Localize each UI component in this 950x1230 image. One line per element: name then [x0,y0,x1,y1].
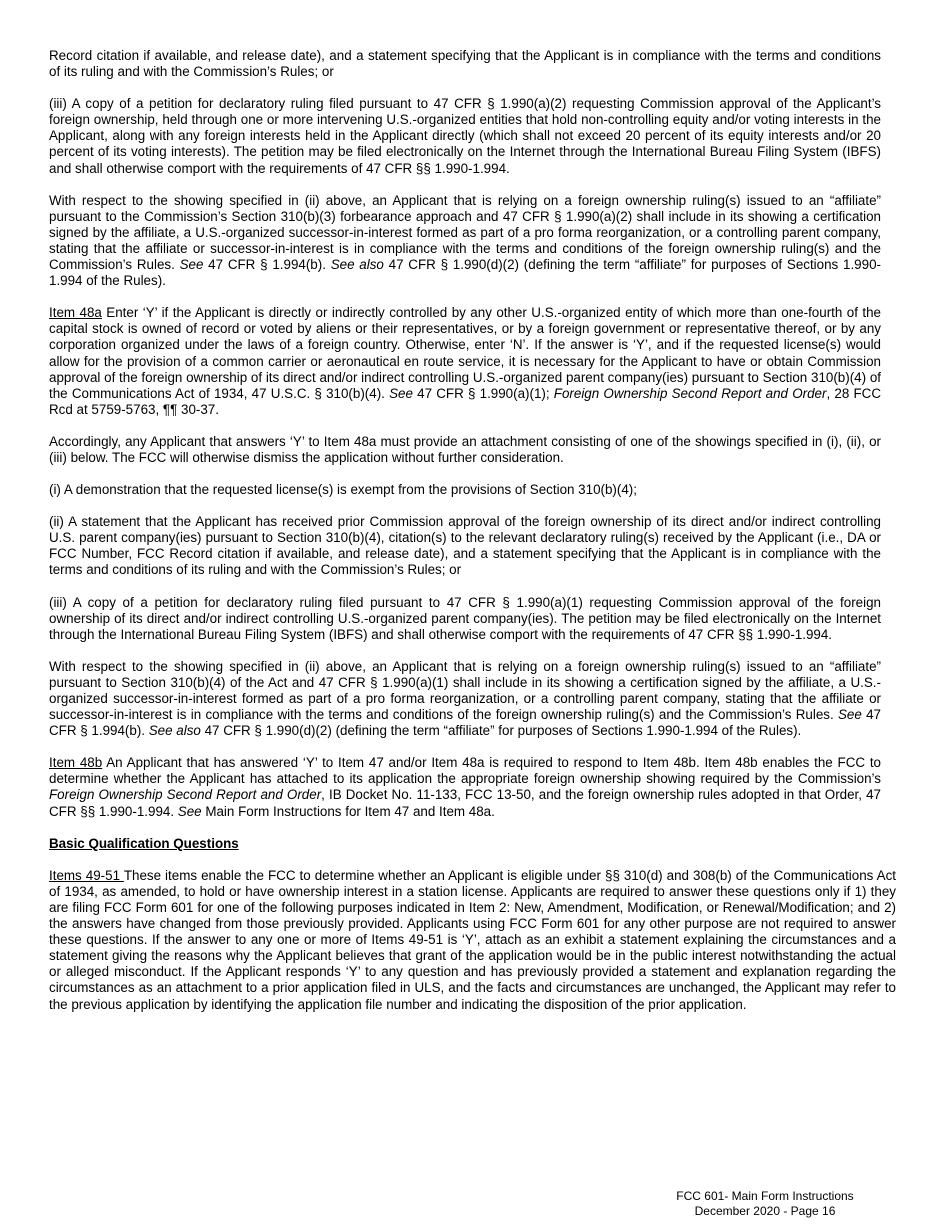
paragraph [49,434,881,466]
document-body [49,48,896,1029]
text-run: See [389,385,413,401]
footer-form-title: FCC 601- Main Form Instructions [676,1189,854,1203]
text-run: , 28 FCC Rcd at 5759-5763, ¶¶ 30-37. [49,385,881,417]
paragraph [49,868,896,1013]
text-run: (iii) A copy of a petition for declaratory ruling filed pursuant to 47 CFR § 1.990(a)(1) requesting Commission approval of the foreign ownership of its direct and/or indirect controlling U.S.-organized parent company(ies). The petition may be filed electronically on the Internet through the International Bureau Filing System (IBFS) and shall otherwise comport with the requirements of 47 CFR §§ 1.990-1.994. [49,594,881,642]
text-run: , IB Docket No. 11-133, FCC 13-50, and the foreign ownership rules adopted in that Order, 47 CFR §§ 1.990-1.994. [49,787,881,819]
text-run: (ii) A statement that the Applicant has received prior Commission approval of the foreign ownership of its direct and/or indirect controlling U.S. parent company(ies) pursuant to Section 310(b)(4), citation(s) to the relevant declaratory ruling(s) received by the Applicant (i.e., DA or FCC Number, FCC Record citation if available, and release date), and a statement specifying that the Applicant is in compliance with the terms and conditions of its ruling and with the Commission’s Rules; or [49,514,881,578]
text-run: Main Form Instructions for Item 47 and Item 48a. [201,803,495,819]
text-run: With respect to the showing specified in (ii) above, an Applicant that is relying on a foreign ownership ruling(s) issued to an “affiliate” pursuant to the Commission’s Section 310(b)(3) forbearance approach and 47 CFR § 1.990(a)(2) shall include in its showing a certification signed by the affiliate, a U.S.-organized successor-in-interest formed as part of a pro forma reorganization, or a controlling parent company, stating that the affiliate or successor-in-interest is in compliance with the terms and conditions of the foreign ownership ruling(s) and the Commission’s Rules. [49,192,881,273]
text-run: See [837,707,862,723]
text-run: Record citation if available, and release date), and a statement specifying that the Applicant is in compliance with the terms and conditions of its ruling and with the Commission’s Rules; or [49,48,881,80]
paragraph [49,48,881,80]
paragraph [49,96,881,176]
paragraph [49,193,881,290]
paragraph [49,595,881,643]
text-run: Foreign Ownership Second Report and Order [553,385,827,401]
paragraph [49,305,881,418]
text-run: An Applicant that has answered ‘Y’ to Item 47 and/or Item 48a is required to respond to Item 48b. Item 48b enables the FCC to determine whether the Applicant has attached to its application the appropriate foreign ownership showing required by the Commission’s [49,755,882,787]
paragraph [49,836,881,852]
page-footer [650,1189,880,1218]
text-run: With respect to the showing specified in (ii) above, an Applicant that is relying on a foreign ownership ruling(s) issued to an “affiliate” pursuant to Section 310(b)(4) of the Act and 47 CFR § 1.990(a)(1) shall include in its showing a certification signed by the affiliate, a U.S.-organized successor-in-interest formed as part of a pro forma reorganization, or a controlling parent company, stating that the affiliate or successor-in-interest is in compliance with the terms and conditions of the foreign ownership ruling(s) and the Commission’s Rules. [49,658,881,723]
text-run: These items enable the FCC to determine whether an Applicant is eligible under §§ 310(d) and 308(b) of the Communications Act of 1934, as amended, to hold or have ownership interest in a station license. Applicants are required to answer these questions only if 1) they are filing FCC Form 601 for one of the following purposes indicated in Item 2: New, Amendment, Modification, or Renewal/Modification; and 2) the answers have changed from those previously provided. Applicants using FCC Form 601 for any other purpose are not required to answer these questions. If the answer to any one or more of Items 49-51 is ‘Y’, attach as an exhibit a statement explaining the circumstances and a statement giving the reasons why the Applicant believes that grant of the application would be in the public interest notwithstanding the actual or alleged misconduct. If the Applicant responds ‘Y’ to any question and has previously provided a statement and explanation regarding the circumstances as an attachment to a prior application filed in ULS, and the facts and circumstances are unchanged, the Applicant may refer to the previous application by identifying the application file number and indicating the disposition of the prior application. [49,867,896,1012]
text-run: Foreign Ownership Second Report and Order [49,787,322,803]
text-run: 47 CFR § 1.990(a)(1); [412,385,554,401]
text-run: 47 CFR § 1.990(d)(2) (defining the term “affiliate” for purposes of Sections 1.990-1.994 of the Rules). [49,257,881,289]
item-label: Item 48a [49,305,102,321]
text-run: See also [330,257,384,273]
text-run: 47 CFR § 1.994(b). [49,707,881,739]
paragraph [49,659,881,739]
text-run: 47 CFR § 1.990(d)(2) (defining the term “affiliate” for purposes of Sections 1.990-1.994 of the Rules). [200,723,802,739]
text-run: See also [148,723,201,739]
text-run: 47 CFR § 1.994(b). [203,257,331,273]
text-run: See [179,257,204,273]
text-run: (i) A demonstration that the requested license(s) is exempt from the provisions of Section 310(b)(4); [49,482,637,498]
text-run: Enter ‘Y’ if the Applicant is directly or indirectly controlled by any other U.S.-organized entity of which more than one-fourth of the capital stock is owned of record or voted by aliens or their representatives, or by a foreign government or representative thereof, or by any corporation organized under the laws of a foreign country. Otherwise, enter ‘N’. If the answer is ‘Y’, and if the requested license(s) would allow for the provision of a common carrier or aeronautical en route service, it is necessary for the Applicant to have or obtain Commission approval of the foreign ownership of its direct and/or indirect controlling U.S.-organized parent company(ies) pursuant to Section 310(b)(4) of the Communications Act of 1934, 47 U.S.C. § 310(b)(4). [49,305,882,401]
text-run: Accordingly, any Applicant that answers ‘Y’ to Item 48a must provide an attachment consisting of one of the showings specified in (i), (ii), or (iii) below. The FCC will otherwise dismiss the application without further consideration. [49,433,881,465]
paragraph [49,514,881,578]
text-run: See [177,803,202,819]
text-run: (iii) A copy of a petition for declaratory ruling filed pursuant to 47 CFR § 1.990(a)(2) requesting Commission approval of the Applicant’s foreign ownership, held through one or more intervening U.S.-organized entities that hold non-controlling equity and/or voting interests in the Applicant, along with any foreign interests held in the Applicant directly (which shall not exceed 20 percent of its equity interests and/or 20 percent of its voting interests). The petition may be filed electronically on the Internet through the International Bureau Filing System (IBFS) and shall otherwise comport with the requirements of 47 CFR §§ 1.990-1.994. [49,96,881,176]
paragraph [49,482,881,498]
section-heading: Basic Qualification Questions [49,835,239,851]
paragraph [49,755,881,819]
item-label: Items 49-51 [49,867,124,883]
footer-date-page: December 2020 - Page 16 [694,1203,836,1218]
item-label: Item 48b [49,755,103,771]
